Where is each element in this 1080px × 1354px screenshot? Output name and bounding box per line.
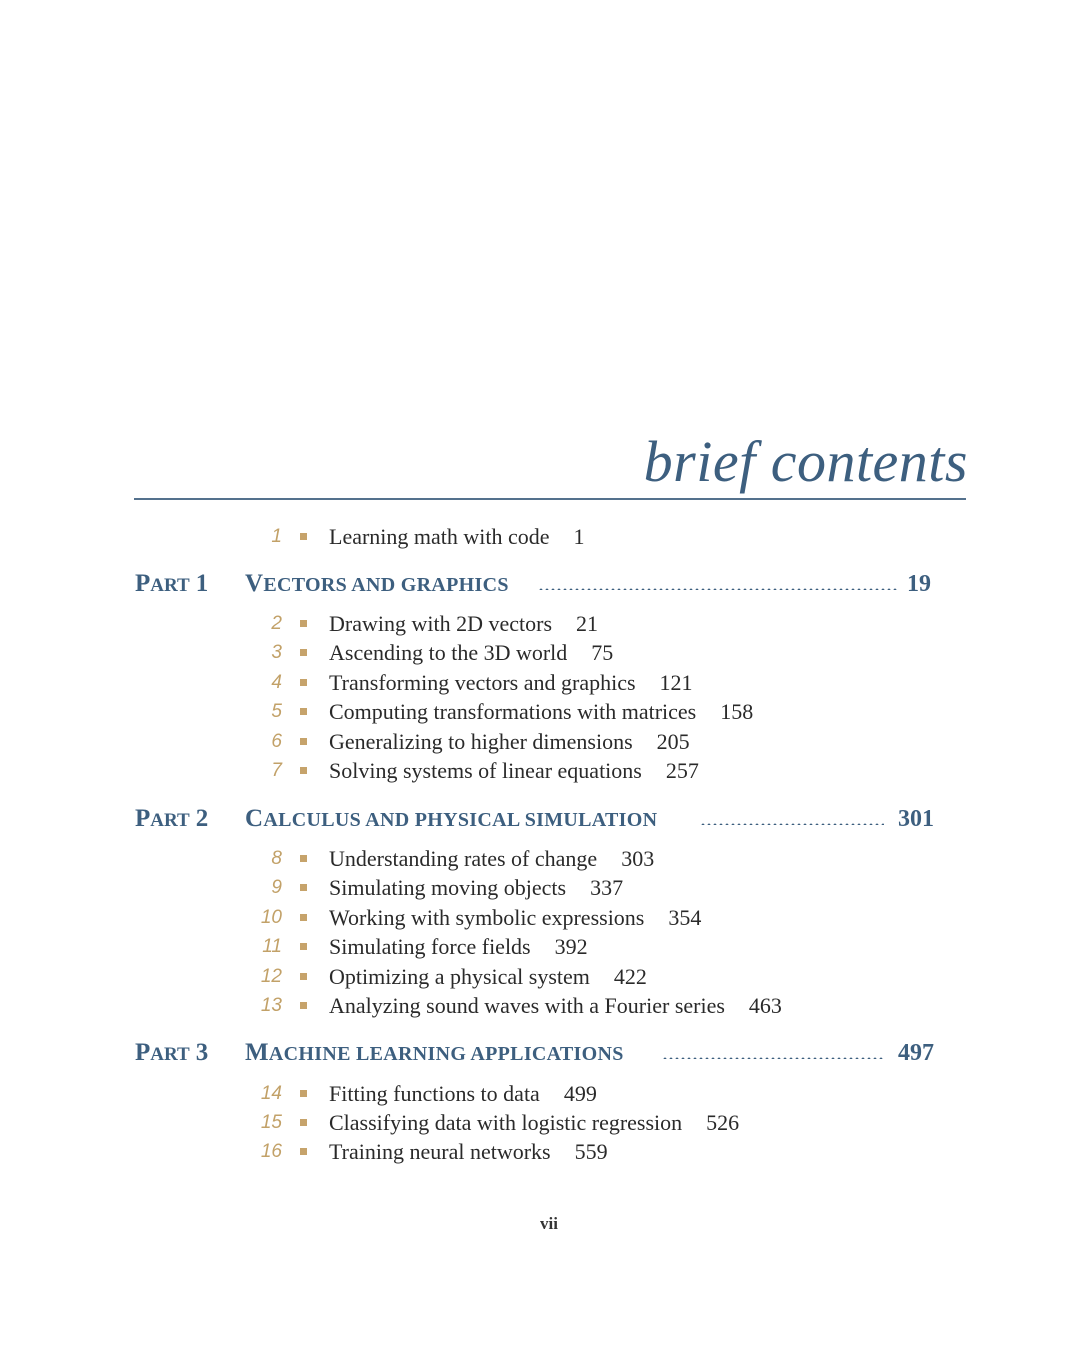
chapter-page: 422: [613, 964, 647, 989]
bullet-icon: [300, 914, 307, 921]
chapter-number: 13: [260, 995, 282, 1016]
chapter-number: 6: [271, 731, 282, 752]
chapter-title: Analyzing sound waves with a Fourier series 463: [329, 993, 782, 1018]
chapter-title: Drawing with 2D vectors 21: [329, 611, 599, 636]
chapter-number: 7: [271, 760, 282, 781]
chapter-page: 205: [656, 729, 690, 754]
chapter-number: 8: [271, 848, 282, 869]
part-title: CALCULUS AND PHYSICAL SIMULATION: [245, 805, 658, 832]
part-title: VECTORS AND GRAPHICS: [245, 570, 509, 597]
chapter-title: Computing transformations with matrices 158: [329, 699, 754, 724]
chapter-page: 392: [554, 934, 588, 959]
page-title: brief contents: [643, 429, 968, 494]
chapter-page: 75: [591, 640, 614, 665]
chapter-title: Generalizing to higher dimensions 205: [329, 729, 690, 754]
chapter-number: 12: [260, 966, 282, 987]
chapter-number: 2: [271, 613, 282, 634]
chapter-title: Solving systems of linear equations 257: [329, 758, 699, 783]
bullet-icon: [300, 649, 307, 656]
chapter-number: 1: [271, 526, 282, 547]
part-label: PART 2: [135, 805, 209, 832]
bullet-icon: [300, 973, 307, 980]
bullet-icon: [300, 738, 307, 745]
bullet-icon: [300, 855, 307, 862]
part-title: MACHINE LEARNING APPLICATIONS: [245, 1039, 624, 1066]
page-number: vii: [540, 1214, 558, 1233]
chapter-page: 158: [720, 699, 754, 724]
chapter-title: Training neural networks 559: [329, 1139, 608, 1164]
chapter-title: Learning math with code 1: [329, 524, 585, 549]
chapter-number: 11: [262, 936, 282, 957]
chapter-title: Classifying data with logistic regression 526: [329, 1110, 740, 1135]
chapter-page: 337: [590, 875, 624, 900]
chapter-number: 3: [271, 642, 282, 663]
bullet-icon: [300, 884, 307, 891]
dot-leader: [700, 823, 884, 825]
bullet-icon: [300, 679, 307, 686]
dot-leader: [662, 1057, 884, 1059]
bullet-icon: [300, 620, 307, 627]
bullet-icon: [300, 1119, 307, 1126]
chapter-title: Fitting functions to data 499: [329, 1081, 597, 1106]
part-page: 19: [907, 571, 931, 597]
chapter-page: 1: [573, 524, 585, 549]
chapter-number: 16: [260, 1141, 282, 1162]
chapter-page: 257: [665, 758, 699, 783]
bullet-icon: [300, 708, 307, 715]
bullet-icon: [300, 1148, 307, 1155]
chapter-page: 354: [668, 905, 702, 930]
chapter-page: 21: [576, 611, 599, 636]
chapter-number: 10: [260, 907, 282, 928]
part-label: PART 1: [135, 570, 209, 597]
chapter-number: 4: [271, 672, 282, 693]
chapter-number: 14: [260, 1083, 282, 1104]
bullet-icon: [300, 1002, 307, 1009]
chapter-page: 463: [748, 993, 782, 1018]
chapter-title: Ascending to the 3D world 75: [329, 640, 614, 665]
bullet-icon: [300, 767, 307, 774]
chapter-title: Transforming vectors and graphics 121: [329, 670, 693, 695]
bullet-icon: [300, 533, 307, 540]
chapter-title: Simulating force fields 392: [329, 934, 588, 959]
chapter-page: 303: [621, 846, 655, 871]
chapter-title: Optimizing a physical system 422: [329, 964, 647, 989]
chapter-page: 121: [659, 670, 693, 695]
chapter-page: 499: [563, 1081, 597, 1106]
chapter-page: 526: [706, 1110, 740, 1135]
chapter-number: 5: [271, 701, 282, 722]
title-rule: [134, 498, 966, 500]
bullet-icon: [300, 1090, 307, 1097]
chapter-title: Working with symbolic expressions 354: [329, 905, 702, 930]
chapter-title: Simulating moving objects 337: [329, 875, 624, 900]
part-page: 301: [898, 806, 934, 832]
bullet-icon: [300, 943, 307, 950]
part-page: 497: [898, 1040, 934, 1066]
chapter-number: 9: [271, 877, 282, 898]
part-label: PART 3: [135, 1039, 209, 1066]
dot-leader: [538, 588, 898, 590]
chapter-title: Understanding rates of change 303: [329, 846, 655, 871]
chapter-number: 15: [260, 1112, 282, 1133]
chapter-page: 559: [574, 1139, 608, 1164]
